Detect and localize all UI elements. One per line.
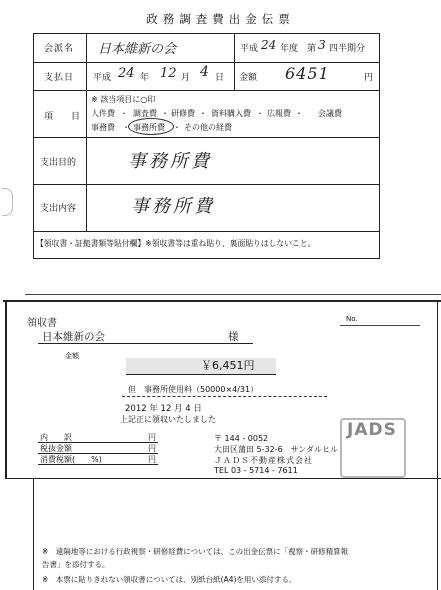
quarter-value: 3 [318, 38, 326, 52]
purpose-value: 事務所費 [128, 151, 212, 172]
item-note: ※ 該当項目に○印 [91, 95, 156, 104]
receipt-received-text: 上記正に領収いたしました [120, 415, 216, 424]
party-label: 会派名 [44, 44, 75, 54]
form-title: 政務調査費出金伝票 [146, 12, 295, 26]
party-value: 日本維新の会 [98, 42, 177, 57]
item-label: 項 目 [44, 112, 81, 122]
payment-year-unit: 年 [140, 73, 150, 83]
breakdown-unit: 円 [148, 433, 156, 442]
payment-month-unit: 月 [181, 73, 191, 83]
separator-dot: ・ [199, 109, 207, 118]
issuer-address: 大田区蒲田 5-32-6 サンダルヒル [214, 445, 338, 454]
payment-date-label: 支払日 [44, 73, 75, 83]
consumption-tax-unit: 円 [148, 455, 156, 464]
payment-era: 平成 [93, 73, 112, 83]
separator-dot: ・ [256, 109, 264, 118]
receipt-number-label: No. [346, 315, 358, 323]
amount-currency: 円 [364, 73, 374, 83]
receipt-recipient: 日本維新の会 [42, 331, 105, 343]
issuer-company: ＪＡＤＳ不動産株式会社 [214, 456, 313, 465]
tax-excluded-label: 税抜金額 [40, 444, 72, 453]
receipt-honorific: 様 [228, 331, 239, 343]
quarter-prefix: 第 [307, 44, 317, 54]
receipt-title: 領収書 [27, 318, 57, 329]
amount-label: 金額 [239, 73, 258, 83]
issuer-postal: 〒 144 - 0052 [214, 434, 269, 443]
category-jimuhi: 事務費 [91, 123, 115, 132]
purpose-label: 支出目的 [40, 158, 77, 168]
content-label: 支出内容 [40, 204, 77, 214]
separator-dot: ・ [122, 123, 130, 132]
selection-circle [128, 118, 174, 135]
receipt-amount-label: 金額 [65, 352, 79, 360]
category-kenshuhi: 研修費 [171, 109, 195, 118]
category-shiryohi: 資料購入費 [211, 109, 251, 118]
category-kohohi: 広報費 [267, 109, 291, 118]
punch-hole-mark [2, 188, 13, 216]
category-kaigihi: 会議費 [318, 109, 342, 118]
separator-dot: ・ [173, 123, 181, 132]
fiscal-era: 平成 [240, 44, 259, 54]
note-1: ※ 遠隔地等における行政視察・研修経費については、この出金伝票に「視察・研修精算報告書」を添付する。 [42, 547, 349, 569]
consumption-tax-label: 消費税額( %) [40, 455, 102, 464]
receipt-date: 2012 年 12 月 4 日 [125, 404, 202, 414]
tax-excluded-unit: 円 [148, 444, 156, 453]
note-2: ※ 本票に貼りきれない領収書については、別紙台紙(A4)を用い添付する。 [42, 575, 297, 584]
breakdown-label: 内 訳 [40, 433, 72, 442]
receipt-amount: ￥6,451円 [201, 359, 255, 372]
payment-day: 4 [200, 64, 209, 80]
issuer-tel: TEL 03 - 5714 - 7611 [214, 466, 298, 475]
separator-dot: ・ [295, 109, 303, 118]
separator-dot: ・ [161, 109, 169, 118]
payment-month: 12 [160, 66, 177, 81]
content-value: 事務所費 [131, 196, 215, 217]
category-sonota: その他の経費 [184, 123, 232, 132]
amount-value: 6451 [285, 64, 330, 83]
category-chosahi: 調査費 [133, 109, 157, 118]
quarter-suffix: 四半期分 [329, 44, 366, 54]
company-seal-text: JADS [347, 420, 397, 440]
attachment-note: 【領収書・証拠書類等貼付欄】※領収書等は重ね貼り、裏面貼りはしないこと。 [36, 239, 316, 248]
payment-year: 24 [118, 66, 135, 81]
category-jimushohi: 事務所費 [133, 123, 165, 132]
receipt-top-shadow [25, 294, 441, 301]
separator-dot: ・ [120, 109, 128, 118]
category-jinkenhi: 人件費 [91, 109, 115, 118]
fiscal-year-suffix: 年度 [280, 44, 299, 54]
receipt-purpose: 但 事務所使用料（50000×4/31） [128, 385, 259, 394]
payment-day-unit: 日 [215, 73, 225, 83]
fiscal-year: 24 [261, 38, 277, 52]
